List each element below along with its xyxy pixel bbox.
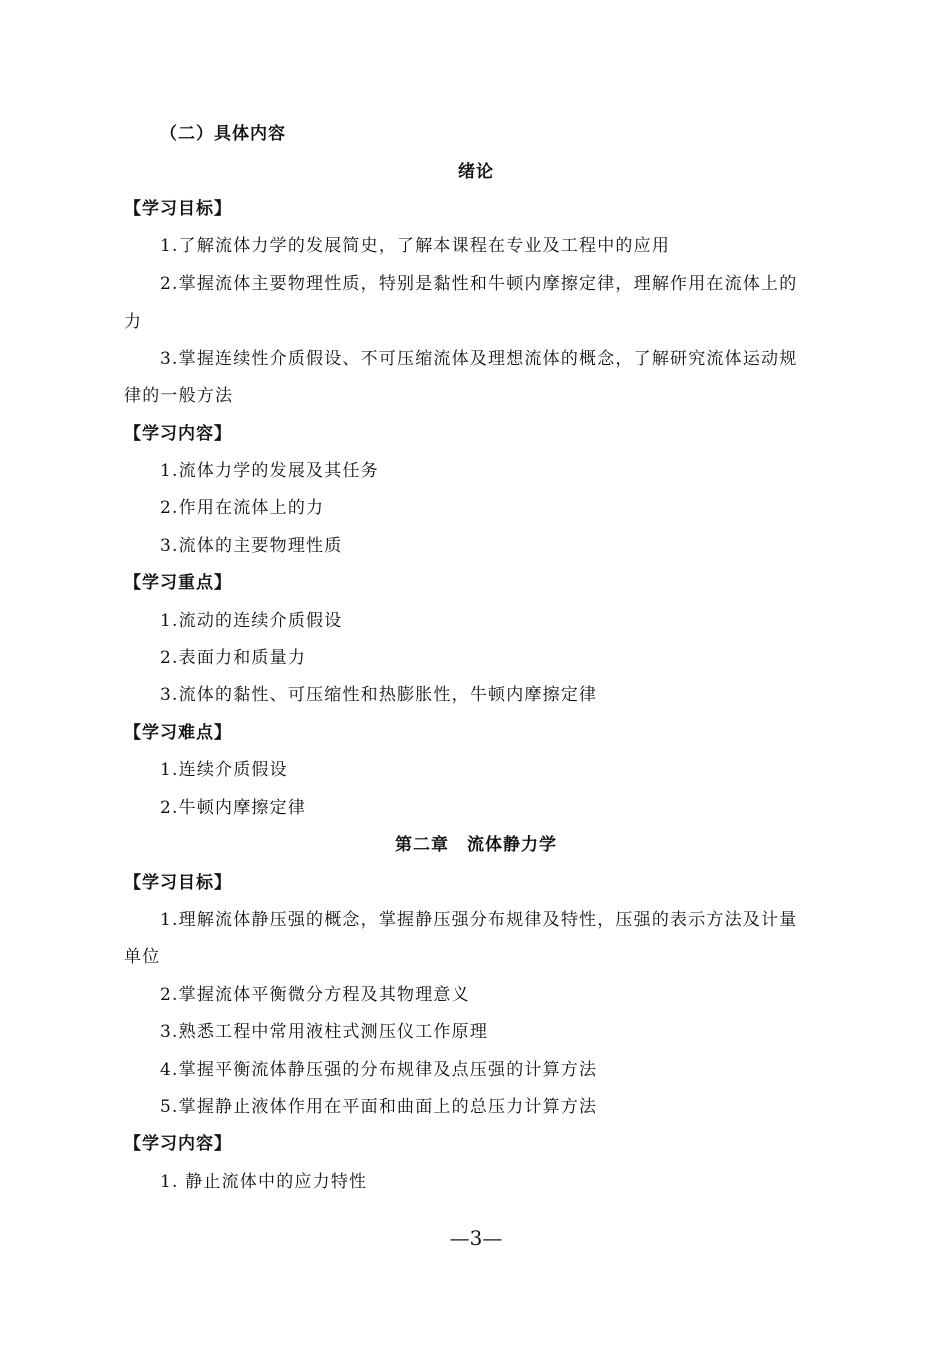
objectives-heading: 【学习目标】 [124,199,232,219]
objective-item: 2.掌握流体主要物理性质，特别是黏性和牛顿内摩擦定律，理解作用在流体上的 [160,274,798,294]
difficulties-heading: 【学习难点】 [124,723,232,743]
objective-item: 3.熟悉工程中常用液柱式测压仪工作原理 [160,1022,489,1042]
difficulty-item: 2.牛顿内摩擦定律 [160,798,307,818]
objectives-heading: 【学习目标】 [124,873,232,893]
objective-item: 1.了解流体力学的发展简史，了解本课程在专业及工程中的应用 [160,236,671,256]
content-item: 1.流体力学的发展及其任务 [160,461,379,481]
key-point-item: 2.表面力和质量力 [160,648,307,668]
content-item: 3.流体的主要物理性质 [160,536,343,556]
objective-item: 5.掌握静止液体作用在平面和曲面上的总压力计算方法 [160,1097,598,1117]
content-item: 2.作用在流体上的力 [160,498,325,518]
key-points-heading: 【学习重点】 [124,573,232,593]
objective-item-continuation: 律的一般方法 [124,386,234,406]
content-item: 1. 静止流体中的应力特性 [160,1172,368,1192]
objective-item: 3.掌握连续性介质假设、不可压缩流体及理想流体的概念，了解研究流体运动规 [160,349,798,369]
section-heading: （二）具体内容 [160,124,286,144]
content-heading: 【学习内容】 [124,424,232,444]
page-number: —3— [449,1226,503,1250]
objective-item: 2.掌握流体平衡微分方程及其物理意义 [160,985,470,1005]
key-point-item: 3.流体的黏性、可压缩性和热膨胀性，牛顿内摩擦定律 [160,685,598,705]
chapter-title-2: 第二章 流体静力学 [395,835,557,855]
objective-item: 1.理解流体静压强的概念，掌握静压强分布规律及特性，压强的表示方法及计量 [160,910,798,930]
chapter-title-intro: 绪论 [458,162,494,182]
objective-item-continuation: 单位 [124,947,161,967]
content-heading: 【学习内容】 [124,1134,232,1154]
difficulty-item: 1.连续介质假设 [160,760,288,780]
objective-item: 4.掌握平衡流体静压强的分布规律及点压强的计算方法 [160,1060,598,1080]
objective-item-continuation: 力 [124,312,143,332]
key-point-item: 1.流动的连续介质假设 [160,611,343,631]
